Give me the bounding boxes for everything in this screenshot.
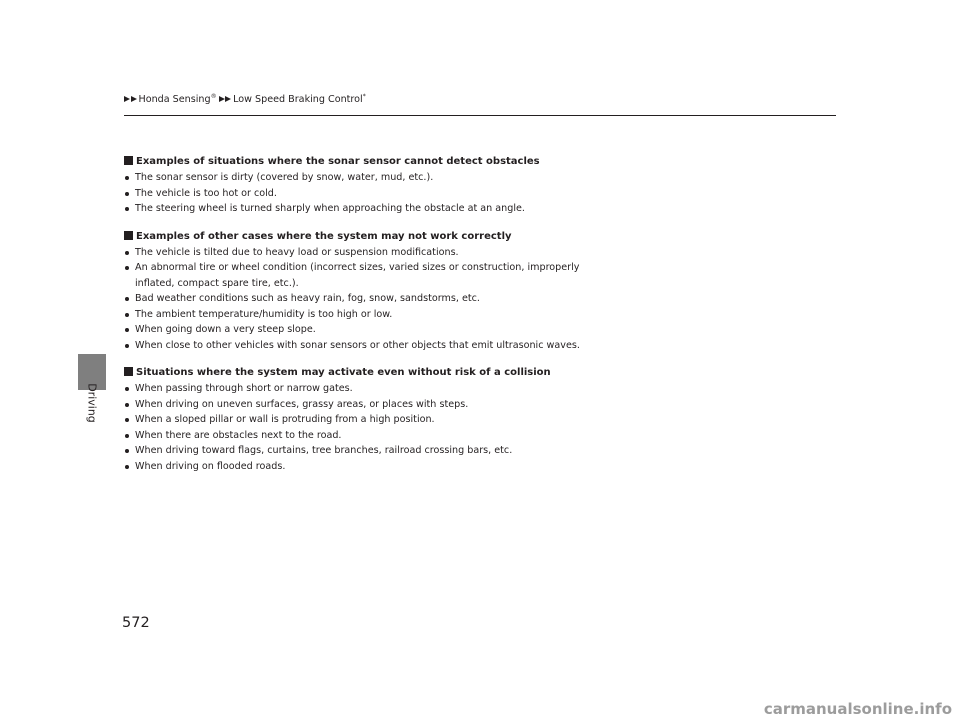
list-item bbox=[124, 428, 585, 444]
section-sonar-cannot-detect bbox=[124, 154, 836, 217]
square-bullet-icon bbox=[124, 367, 133, 376]
bullet-dot-icon bbox=[125, 449, 129, 453]
chapter-label bbox=[82, 366, 102, 440]
list-item-text: The ambient temperature/humidity is too high or low. bbox=[135, 308, 393, 320]
breadcrumb-item-low-speed-braking-control[interactable]: Low Speed Braking Control bbox=[233, 94, 363, 105]
section-heading bbox=[124, 365, 836, 381]
bullet-dot-icon bbox=[125, 418, 129, 422]
bullet-dot-icon bbox=[125, 344, 129, 348]
bullet-list bbox=[124, 381, 836, 474]
list-item-text: When driving on flooded roads. bbox=[135, 460, 286, 472]
bullet-list bbox=[124, 170, 836, 217]
section-heading-text: Examples of situations where the sonar sensor cannot detect obstacles bbox=[136, 156, 540, 167]
bullet-dot-icon bbox=[125, 192, 129, 196]
list-item bbox=[124, 291, 585, 307]
section-heading bbox=[124, 229, 836, 245]
list-item-text: The vehicle is too hot or cold. bbox=[135, 187, 277, 199]
bullet-dot-icon bbox=[125, 403, 129, 407]
section-heading-text: Situations where the system may activate even without risk of a collision bbox=[136, 367, 551, 378]
bullet-dot-icon bbox=[125, 434, 129, 438]
list-item-text: When driving toward flags, curtains, tree branches, railroad crossing bars, etc. bbox=[135, 445, 513, 456]
square-bullet-icon bbox=[124, 156, 133, 165]
breadcrumb-arrow-icon bbox=[225, 96, 231, 102]
list-item bbox=[124, 307, 585, 323]
list-item bbox=[124, 443, 585, 459]
list-item-text: The sonar sensor is dirty (covered by snow, water, mud, etc.). bbox=[135, 172, 434, 183]
list-item-text: An abnormal tire or wheel condition (incorrect sizes, varied sizes or construction, improperly inflated, compact spare tire, etc.). bbox=[135, 262, 580, 289]
bullet-dot-icon bbox=[125, 297, 129, 301]
main-content bbox=[124, 154, 836, 486]
bullet-dot-icon bbox=[125, 207, 129, 211]
breadcrumb-item-honda-sensing[interactable]: Honda Sensing bbox=[138, 94, 211, 105]
list-item bbox=[124, 459, 585, 475]
list-item-text: When passing through short or narrow gates. bbox=[135, 383, 353, 394]
bullet-dot-icon bbox=[125, 313, 129, 317]
section-heading-text: Examples of other cases where the system may not work correctly bbox=[136, 230, 512, 242]
header-divider bbox=[124, 115, 836, 116]
list-item bbox=[124, 397, 585, 413]
square-bullet-icon bbox=[124, 231, 133, 240]
list-item bbox=[124, 412, 585, 428]
bullet-dot-icon bbox=[125, 387, 129, 391]
list-item-text: The steering wheel is turned sharply when approaching the obstacle at an angle. bbox=[135, 203, 525, 214]
page-number: 572 bbox=[122, 615, 150, 631]
bullet-dot-icon bbox=[125, 465, 129, 469]
breadcrumb bbox=[124, 94, 366, 106]
list-item bbox=[124, 201, 585, 217]
list-item-text: The vehicle is tilted due to heavy load or suspension modifications. bbox=[135, 246, 459, 258]
breadcrumb-arrow-icon bbox=[219, 96, 225, 102]
chapter-label-text: Driving bbox=[85, 383, 99, 423]
list-item-text: Bad weather conditions such as heavy rain, fog, snow, sandstorms, etc. bbox=[135, 293, 480, 304]
list-item bbox=[124, 186, 585, 202]
list-item-text: When close to other vehicles with sonar sensors or other objects that emit ultrasonic waves. bbox=[135, 339, 580, 351]
list-item-text: When driving on uneven surfaces, grassy areas, or places with steps. bbox=[135, 398, 469, 410]
list-item bbox=[124, 338, 585, 354]
bullet-dot-icon bbox=[125, 328, 129, 332]
watermark: carmanualsonline.info bbox=[763, 700, 952, 718]
section-heading bbox=[124, 154, 836, 170]
footnote-mark: * bbox=[362, 93, 366, 100]
list-item bbox=[124, 381, 585, 397]
registered-mark: ® bbox=[210, 93, 217, 100]
list-item bbox=[124, 260, 585, 291]
bullet-dot-icon bbox=[125, 176, 129, 180]
section-activate-without-risk bbox=[124, 365, 836, 474]
list-item bbox=[124, 245, 585, 261]
list-item bbox=[124, 322, 585, 338]
list-item-text: When a sloped pillar or wall is protruding from a high position. bbox=[135, 414, 435, 425]
breadcrumb-arrow-icon bbox=[131, 96, 137, 102]
bullet-dot-icon bbox=[125, 266, 129, 270]
breadcrumb-arrow-icon bbox=[124, 96, 130, 102]
list-item bbox=[124, 170, 585, 186]
bullet-list bbox=[124, 245, 836, 354]
section-may-not-work-correctly bbox=[124, 229, 836, 354]
list-item-text: When there are obstacles next to the road. bbox=[135, 429, 342, 441]
list-item-text: When going down a very steep slope. bbox=[135, 324, 316, 335]
bullet-dot-icon bbox=[125, 251, 129, 255]
